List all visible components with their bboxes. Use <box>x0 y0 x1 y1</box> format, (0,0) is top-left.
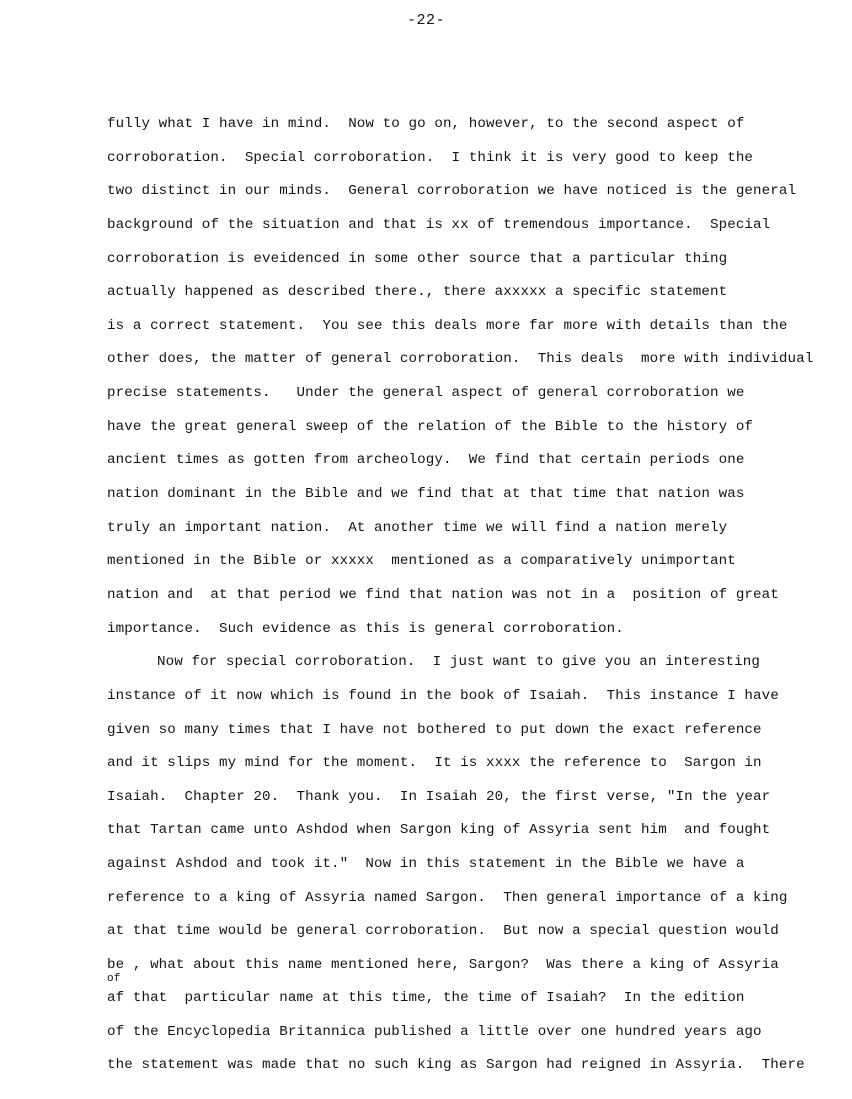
text-line: other does, the matter of general corroboration. This deals more with individual <box>107 351 814 368</box>
text-line: corroboration is eveidenced in some other source that a particular thing <box>107 250 728 267</box>
typed-text-body <box>107 108 814 1083</box>
text-line: the statement was made that no such king as Sargon had reigned in Assyria. There <box>107 1057 805 1074</box>
text-line: precise statements. Under the general aspect of general corroboration we <box>107 385 745 402</box>
text-line: at that time would be general corroboration. But now a special question would <box>107 923 779 940</box>
text-line: instance of it now which is found in the book of Isaiah. This instance I have <box>107 687 779 704</box>
text-line: truly an important nation. At another time we will find a nation merely <box>107 519 728 536</box>
text-line: fully what I have in mind. Now to go on, however, to the second aspect of <box>107 116 745 132</box>
text-line: nation dominant in the Bible and we find that at that time that nation was <box>107 486 745 503</box>
text-line: background of the situation and that is xx of tremendous importance. Special <box>107 216 771 233</box>
page-number: -22- <box>406 12 445 29</box>
text-line: two distinct in our minds. General corroboration we have noticed is the general <box>107 183 797 200</box>
text-line: corroboration. Special corroboration. I think it is very good to keep the <box>107 149 754 166</box>
text-line: and it slips my mind for the moment. It is xxxx the reference to Sargon in <box>107 755 762 772</box>
interlinear-correction: of <box>107 973 121 986</box>
text-line: is a correct statement. You see this deals more far more with details than the <box>107 317 788 334</box>
paragraph-start-line: Now for special corroboration. I just want to give you an interesting <box>157 654 760 671</box>
text-line: given so many times that I have not bothered to put down the exact reference <box>107 721 762 738</box>
text-line: af that particular name at this time, the time of Isaiah? In the edition <box>107 990 745 1007</box>
text-line: reference to a king of Assyria named Sargon. Then general importance of a king <box>107 889 788 906</box>
text-line: mentioned in the Bible or xxxxx mentioned as a comparatively unimportant <box>107 553 736 570</box>
text-line: have the great general sweep of the relation of the Bible to the history of <box>107 418 754 435</box>
text-line: that Tartan came unto Ashdod when Sargon king of Assyria sent him and fought <box>107 822 771 839</box>
text-line: actually happened as described there., there axxxxx a specific statement <box>107 284 728 301</box>
text-line: Isaiah. Chapter 20. Thank you. In Isaiah 20, the first verse, "In the year <box>107 788 771 805</box>
text-line: nation and at that period we find that nation was not in a position of great <box>107 586 779 603</box>
text-line: importance. Such evidence as this is general corroboration. <box>107 620 624 637</box>
text-line: against Ashdod and took it." Now in this statement in the Bible we have a <box>107 856 745 873</box>
text-line: be , what about this name mentioned here, Sargon? Was there a king of Assyria <box>107 957 779 974</box>
text-line: of the Encyclopedia Britannica published a little over one hundred years ago <box>107 1023 762 1040</box>
text-line: ancient times as gotten from archeology. We find that certain periods one <box>107 452 745 469</box>
